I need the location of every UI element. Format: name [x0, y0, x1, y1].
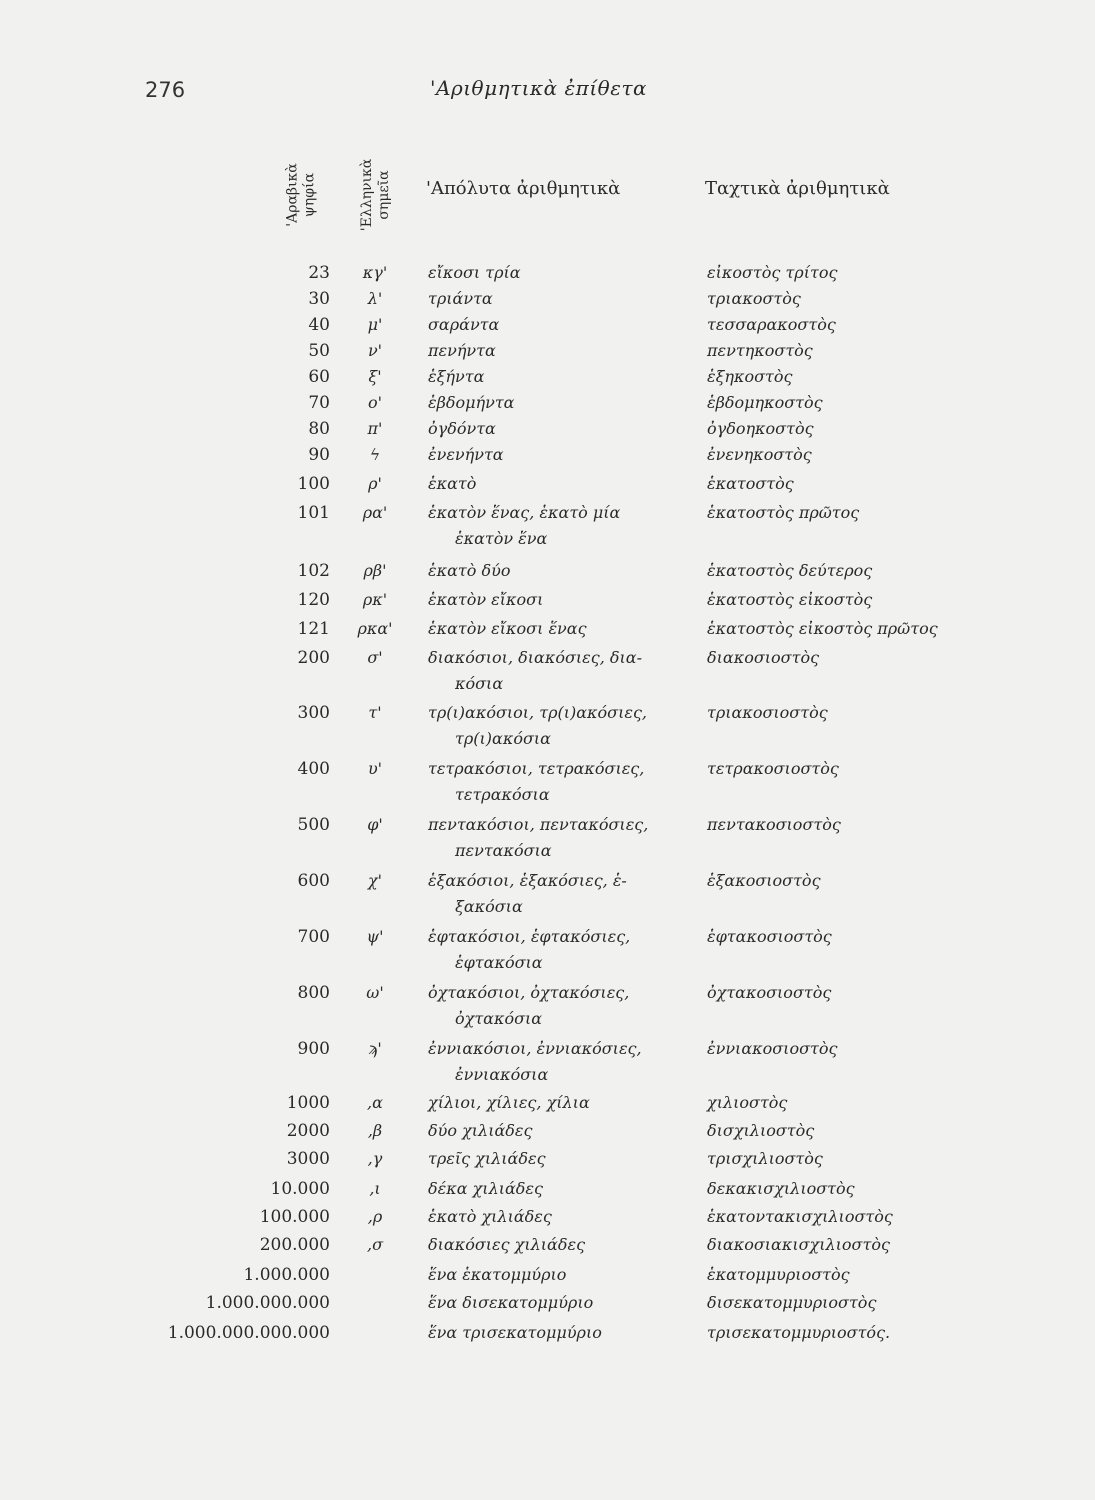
table-row	[0, 983, 1095, 1028]
cardinal-text: εἴκοσι τρία	[428, 263, 521, 282]
cardinal-text: δέκα χιλιάδες	[428, 1179, 543, 1198]
arabic-number: 50	[308, 341, 330, 361]
arabic-number: 80	[308, 419, 330, 439]
cardinal-text: ἑξακόσιοι, ἑξακόσιες, ἑ-	[428, 871, 627, 890]
table-row	[0, 367, 1095, 389]
cardinal-text-continuation: κόσια	[455, 674, 504, 693]
greek-numeral-sign: λ'	[367, 289, 383, 308]
table-row	[0, 474, 1095, 496]
arabic-number: 1.000.000.000.000	[167, 1323, 330, 1343]
ordinal-text: τριακοστὸς	[707, 289, 801, 308]
table-row	[0, 289, 1095, 311]
cardinal-text-continuation: ἑκατὸν ἕνα	[455, 529, 548, 548]
ordinal-text: δισχιλιοστὸς	[707, 1121, 815, 1140]
greek-numeral-sign: ,ρ	[367, 1207, 383, 1226]
ordinal-text: ἑξακοσιοστὸς	[707, 871, 821, 890]
table-row	[0, 393, 1095, 415]
greek-numeral-sign: ϡ'	[368, 1039, 382, 1058]
ordinal-text: τετρακοσιοστὸς	[707, 759, 839, 778]
cardinal-text: τετρακόσιοι, τετρακόσιες,	[428, 759, 645, 778]
ordinal-text: ἑκατοστὸς πρῶτος	[707, 503, 860, 522]
arabic-number: 600	[297, 871, 330, 891]
table-row	[0, 648, 1095, 693]
arabic-number: 900	[297, 1039, 330, 1059]
cardinal-text: ὀχτακόσιοι, ὀχτακόσιες,	[428, 983, 630, 1002]
greek-numeral-sign: ρ'	[368, 474, 382, 493]
arabic-number: 2000	[286, 1121, 330, 1141]
greek-numeral-sign: σ'	[367, 648, 383, 667]
running-title: 'Αριθμητικὰ ἐπίθετα	[430, 76, 648, 100]
greek-numeral-sign: φ'	[367, 815, 383, 834]
table-row	[0, 1265, 1095, 1287]
cardinal-text-continuation: πεντακόσια	[455, 841, 552, 860]
arabic-number: 300	[297, 703, 330, 723]
greek-numeral-sign: κγ'	[362, 263, 388, 282]
header-arabic-line2: ψηφία	[302, 172, 318, 218]
ordinal-text: διακοσιακισχιλιοστὸς	[707, 1235, 890, 1254]
ordinal-text: ἑκατοστὸς	[707, 474, 794, 493]
table-row	[0, 815, 1095, 860]
ordinal-text: πεντηκοστὸς	[707, 341, 813, 360]
arabic-number: 23	[308, 263, 330, 283]
cardinal-text: ἑκατὸν εἴκοσι ἕνας	[428, 619, 587, 638]
cardinal-text: ἑκατὸν ἕνας, ἑκατὸ μία	[428, 503, 621, 522]
cardinal-text-continuation: ὀχτακόσια	[455, 1009, 543, 1028]
table-row	[0, 419, 1095, 441]
greek-numeral-sign: ψ'	[366, 927, 384, 946]
arabic-number: 1.000.000	[243, 1265, 330, 1285]
greek-numeral-sign: ω'	[366, 983, 384, 1002]
greek-numeral-sign: ρκα'	[357, 619, 393, 638]
ordinal-text: χιλιοστὸς	[707, 1093, 788, 1112]
cardinal-text-continuation: τρ(ι)ακόσια	[455, 729, 551, 748]
greek-numeral-sign: ρκ'	[362, 590, 388, 609]
arabic-number: 3000	[286, 1149, 330, 1169]
ordinal-text: διακοσιοστὸς	[707, 648, 820, 667]
arabic-number: 500	[297, 815, 330, 835]
arabic-number: 101	[297, 503, 330, 523]
cardinal-text: ἑφτακόσιοι, ἑφτακόσιες,	[428, 927, 631, 946]
cardinal-text: διακόσιοι, διακόσιες, δια-	[428, 648, 642, 667]
ordinal-text: δισεκατομμυριοστὸς	[707, 1293, 877, 1312]
table-row	[0, 1093, 1095, 1115]
cardinal-text: χίλιοι, χίλιες, χίλια	[428, 1093, 590, 1112]
cardinal-text: τριάντα	[428, 289, 493, 308]
cardinal-text: ὀγδόντα	[428, 419, 496, 438]
greek-numeral-sign: μ'	[367, 315, 383, 334]
table-row	[0, 871, 1095, 916]
header-greek-signs	[350, 145, 402, 245]
arabic-number: 10.000	[270, 1179, 330, 1199]
page-number: 276	[145, 78, 186, 102]
greek-numeral-sign: ,β	[367, 1121, 383, 1140]
table-row	[0, 1293, 1095, 1315]
arabic-number: 30	[308, 289, 330, 309]
greek-numeral-sign: ,α	[367, 1093, 383, 1112]
arabic-number: 700	[297, 927, 330, 947]
ordinal-text: τεσσαρακοστὸς	[707, 315, 836, 334]
header-arabic-digits	[276, 145, 328, 245]
table-row	[0, 263, 1095, 285]
table-row	[0, 445, 1095, 467]
cardinal-text: ἐνενήντα	[428, 445, 504, 464]
arabic-number: 400	[297, 759, 330, 779]
cardinal-text: τρ(ι)ακόσιοι, τρ(ι)ακόσιες,	[428, 703, 647, 722]
cardinal-text: δύο χιλιάδες	[428, 1121, 533, 1140]
table-row	[0, 315, 1095, 337]
table-row	[0, 619, 1095, 641]
cardinal-text: ἕνα δισεκατομμύριο	[428, 1293, 594, 1312]
table-row	[0, 1207, 1095, 1229]
table-row	[0, 590, 1095, 612]
table-row	[0, 561, 1095, 583]
cardinal-text: πεντακόσιοι, πεντακόσιες,	[428, 815, 649, 834]
ordinal-text: δεκακισχιλιοστὸς	[707, 1179, 855, 1198]
cardinal-text: ἑκατὸ	[428, 474, 477, 493]
header-cardinal: 'Απόλυτα ἀριθμητικὰ	[426, 178, 621, 199]
ordinal-text: τρισεκατομμυριοστός.	[707, 1323, 891, 1342]
header-arabic-line1: 'Αραβικὰ	[285, 163, 301, 227]
table-row	[0, 1323, 1095, 1345]
ordinal-text: τριακοσιοστὸς	[707, 703, 828, 722]
arabic-number: 200	[297, 648, 330, 668]
ordinal-text: ἑκατοντακισχιλιοστὸς	[707, 1207, 893, 1226]
greek-numeral-sign: ο'	[367, 393, 383, 412]
cardinal-text: ἑκατὸν εἴκοσι	[428, 590, 544, 609]
greek-numeral-sign: ,σ	[366, 1235, 383, 1254]
arabic-number: 70	[308, 393, 330, 413]
table-row	[0, 1179, 1095, 1201]
table-row	[0, 503, 1095, 548]
greek-numeral-sign: ,γ	[367, 1149, 383, 1168]
table-row	[0, 1121, 1095, 1143]
greek-numeral-sign: χ'	[367, 871, 383, 890]
table-row	[0, 341, 1095, 363]
table-row	[0, 703, 1095, 748]
arabic-number: 1000	[286, 1093, 330, 1113]
arabic-number: 200.000	[259, 1235, 330, 1255]
ordinal-text: ὀγδοηκοστὸς	[707, 419, 814, 438]
ordinal-text: ὀχτακοσιοστὸς	[707, 983, 832, 1002]
table-row	[0, 759, 1095, 804]
ordinal-text: ἑφτακοσιοστὸς	[707, 927, 832, 946]
greek-numeral-sign: π'	[367, 419, 383, 438]
table-row	[0, 1149, 1095, 1171]
ordinal-text: τρισχιλιοστὸς	[707, 1149, 823, 1168]
cardinal-text: ἑβδομήντα	[428, 393, 515, 412]
arabic-number: 60	[308, 367, 330, 387]
cardinal-text: ἑκατὸ χιλιάδες	[428, 1207, 552, 1226]
table-row	[0, 927, 1095, 972]
arabic-number: 120	[297, 590, 330, 610]
header-greek-line2: σημεῖα	[376, 170, 392, 220]
arabic-number: 1.000.000.000	[205, 1293, 330, 1313]
cardinal-text: ἑξήντα	[428, 367, 485, 386]
arabic-number: 800	[297, 983, 330, 1003]
greek-numeral-sign: ϟ	[369, 445, 381, 464]
cardinal-text: ἕνα ἑκατομμύριο	[428, 1265, 567, 1284]
ordinal-text: ἐννιακοσιοστὸς	[707, 1039, 838, 1058]
table-row	[0, 1235, 1095, 1257]
table-row	[0, 1039, 1095, 1084]
greek-numeral-sign: ,ι	[369, 1179, 381, 1198]
cardinal-text-continuation: ἐννιακόσια	[455, 1065, 549, 1084]
header-ordinal: Ταχτικὰ ἀριθμητικὰ	[705, 178, 890, 199]
header-greek-line1: 'Ελληνικὰ	[359, 158, 375, 232]
cardinal-text-continuation: τετρακόσια	[455, 785, 550, 804]
ordinal-text: ἑξηκοστὸς	[707, 367, 793, 386]
arabic-number: 40	[308, 315, 330, 335]
cardinal-text-continuation: ἑφτακόσια	[455, 953, 543, 972]
greek-numeral-sign: ρβ'	[363, 561, 387, 580]
ordinal-text: ἑκατοστὸς εἰκοστὸς	[707, 590, 873, 609]
ordinal-text: πεντακοσιοστὸς	[707, 815, 841, 834]
greek-numeral-sign: τ'	[368, 703, 382, 722]
arabic-number: 100.000	[259, 1207, 330, 1227]
ordinal-text: ἑκατομμυριοστὸς	[707, 1265, 850, 1284]
arabic-number: 121	[297, 619, 330, 639]
ordinal-text: ἑκατοστὸς εἰκοστὸς πρῶτος	[707, 619, 938, 638]
ordinal-text: εἰκοστὸς τρίτος	[707, 263, 838, 282]
ordinal-text: ἐνενηκοστὸς	[707, 445, 812, 464]
arabic-number: 90	[308, 445, 330, 465]
greek-numeral-sign: ρα'	[362, 503, 388, 522]
cardinal-text: ἕνα τρισεκατομμύριο	[428, 1323, 602, 1342]
arabic-number: 102	[297, 561, 330, 581]
greek-numeral-sign: ξ'	[368, 367, 382, 386]
cardinal-text: διακόσιες χιλιάδες	[428, 1235, 586, 1254]
arabic-number: 100	[297, 474, 330, 494]
cardinal-text: πενήντα	[428, 341, 496, 360]
cardinal-text: ἑκατὸ δύο	[428, 561, 511, 580]
cardinal-text: ἐννιακόσιοι, ἐννιακόσιες,	[428, 1039, 642, 1058]
ordinal-text: ἑκατοστὸς δεύτερος	[707, 561, 873, 580]
ordinal-text: ἑβδομηκοστὸς	[707, 393, 823, 412]
cardinal-text: σαράντα	[428, 315, 500, 334]
cardinal-text-continuation: ξακόσια	[455, 897, 523, 916]
cardinal-text: τρεῖς χιλιάδες	[428, 1149, 546, 1168]
greek-numeral-sign: ν'	[367, 341, 383, 360]
greek-numeral-sign: υ'	[367, 759, 383, 778]
